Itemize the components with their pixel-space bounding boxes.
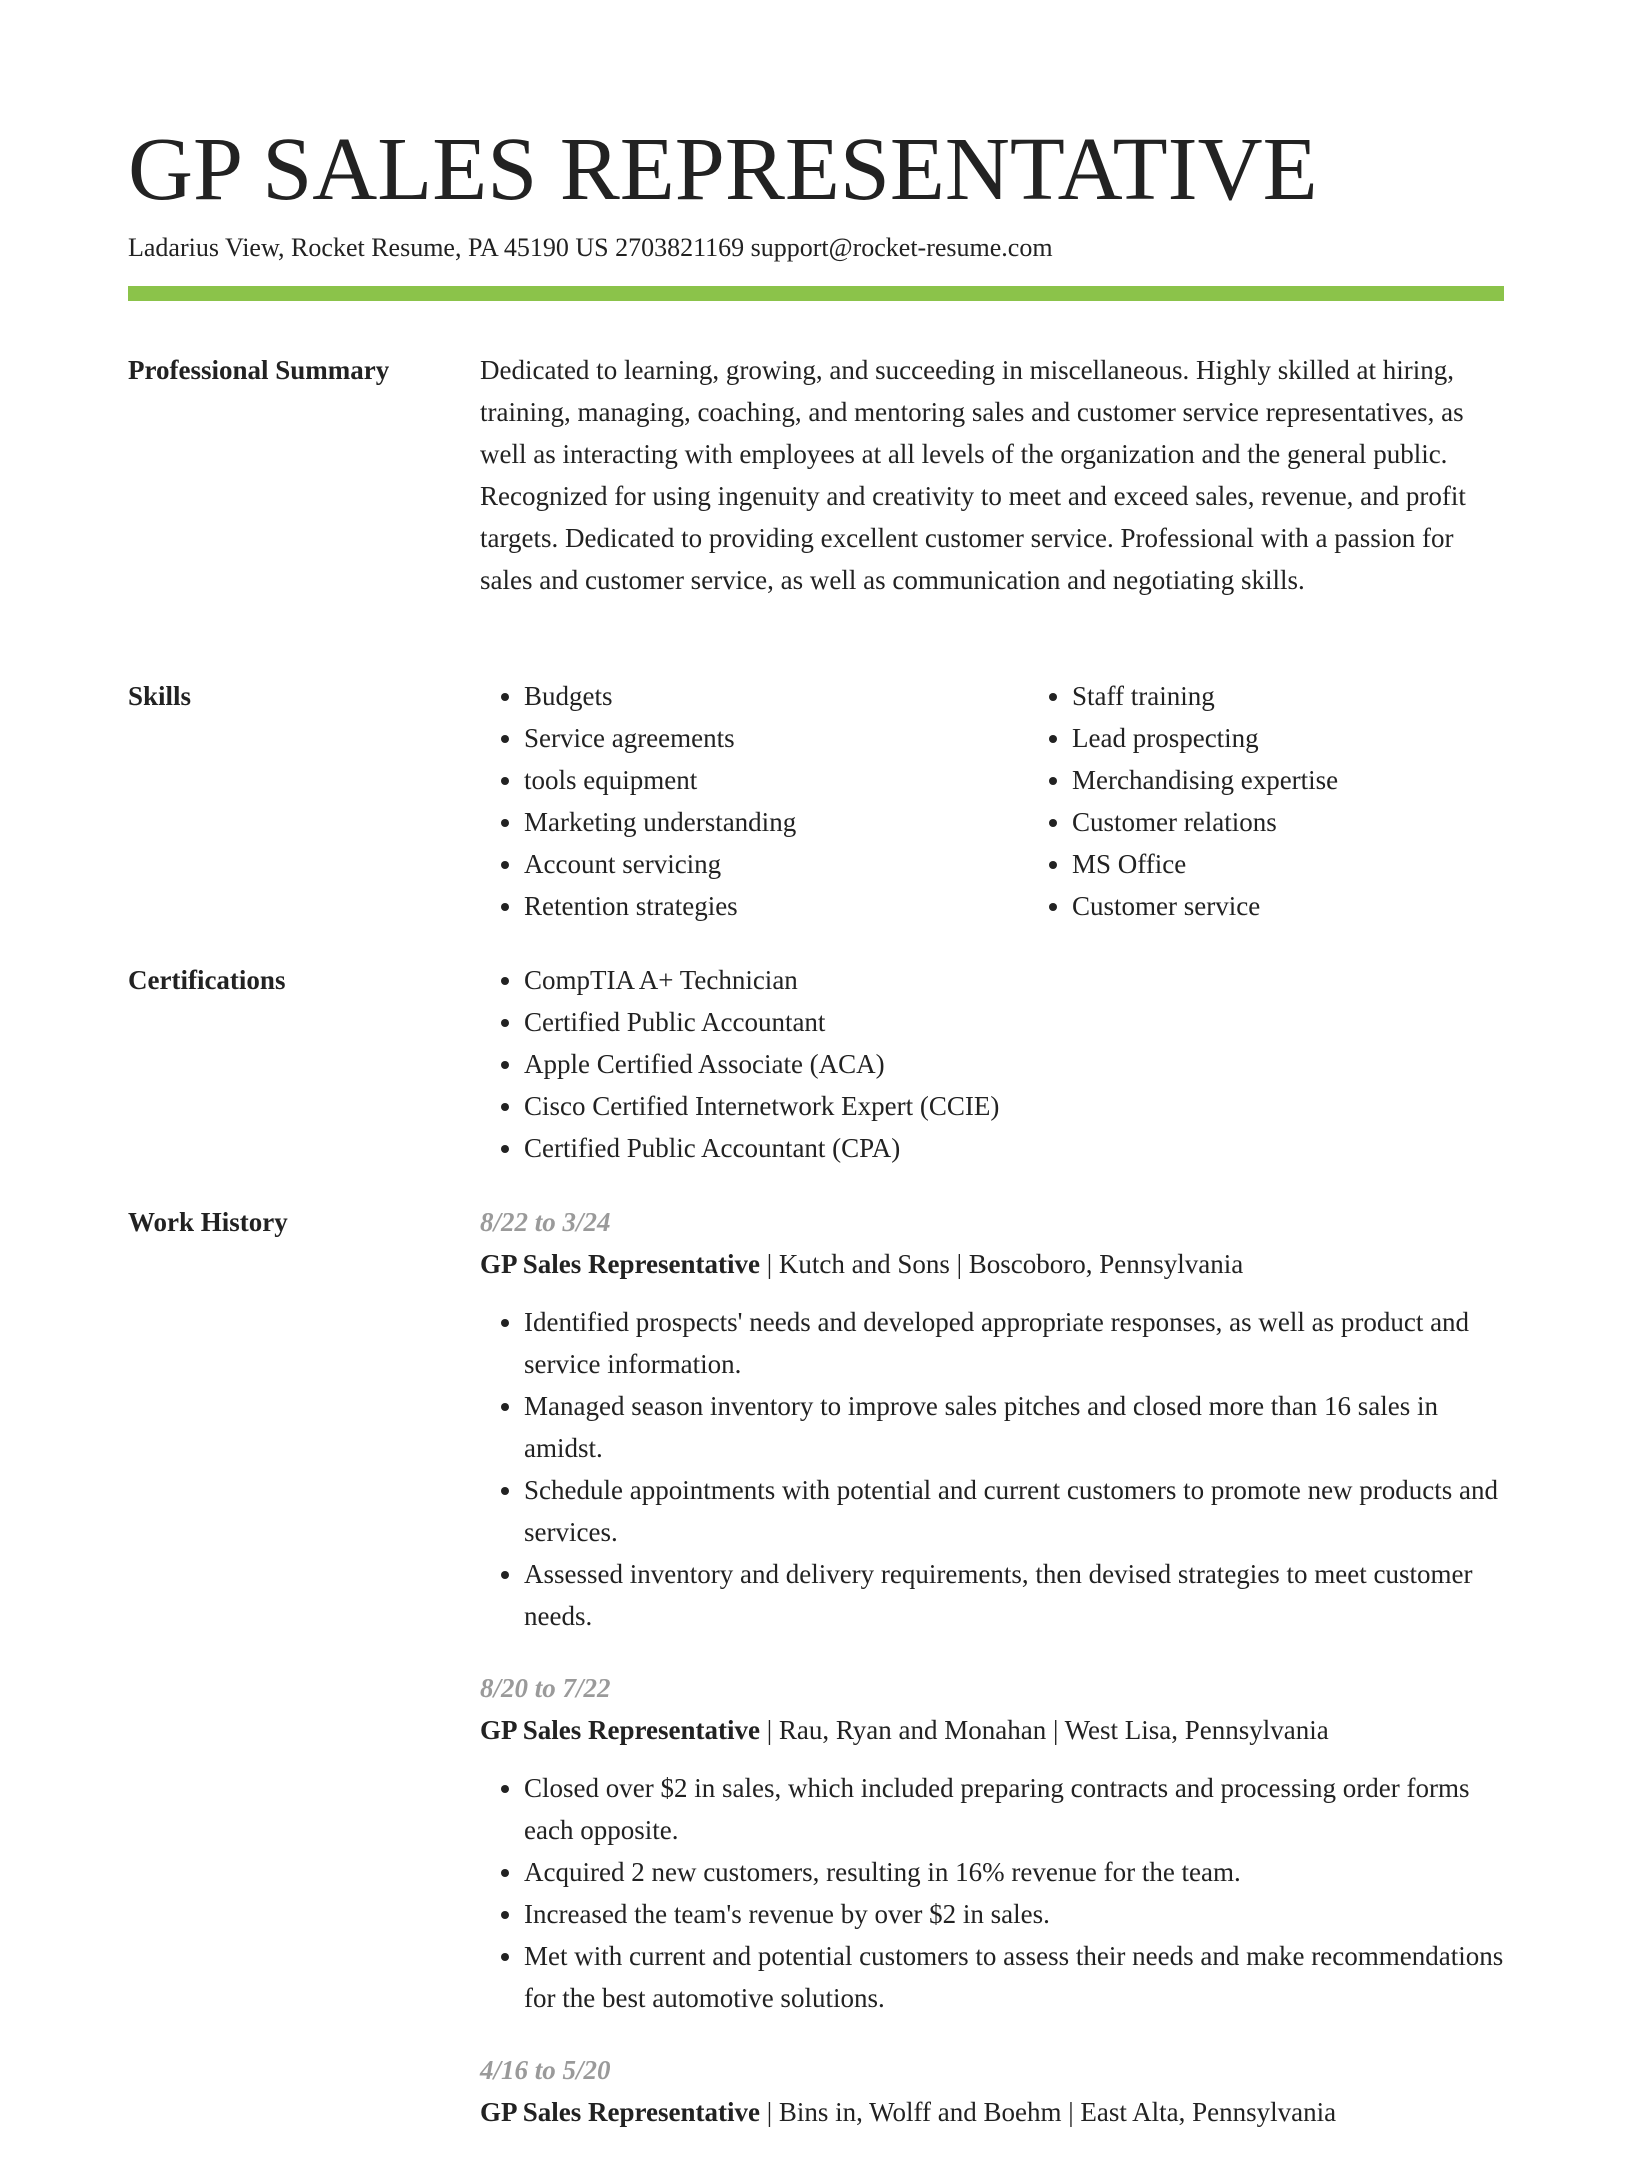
job-bullets [480,1301,1510,1637]
job-bullet: • Schedule appointments with potential and current customers to promote new products and services. [524,1469,1510,1553]
skill-item: • Customer relations [1072,801,1576,843]
certifications-body [480,959,1510,1169]
job-bullet: • Acquired 2 new customers, resulting in 16% revenue for the team. [524,1851,1510,1893]
certification-item: • Apple Certified Associate (ACA) [524,1043,1510,1085]
job-bullet: • Assessed inventory and delivery requirements, then devised strategies to meet customer needs. [524,1553,1510,1637]
job-role-line [480,1709,1510,1751]
job-bullet: • Closed over $2 in sales, which included preparing contracts and processing order forms each opposite. [524,1767,1510,1851]
skill-item: • Budgets [524,675,1028,717]
skill-item: • tools equipment [524,759,1028,801]
contact-line: Ladarius View, Rocket Resume, PA 45190 US 2703821169 support@rocket-resume.com [128,233,1053,262]
summary-text: Dedicated to learning, growing, and succeeding in miscellaneous. Highly skilled at hiring, training, managing, coaching, and mentoring sales and customer service representatives, as well as interacting with employees at all levels of the organization and the general public. Recognized for using ingenuity and creativity to meet and exceed sales, revenue, and profit targets. Dedicated to providing excellent customer service. Professional with a passion for sales and customer service, as well as communication and negotiating skills. [480,355,1466,595]
job-bullet: • Managed season inventory to improve sales pitches and closed more than 16 sales in amidst. [524,1385,1510,1469]
certification-item: • Cisco Certified Internetwork Expert (CCIE) [524,1085,1510,1127]
job-title: GP Sales Representative [480,1249,760,1279]
job-title: GP Sales Representative [480,1715,760,1745]
job-bullet: • Met with current and potential customers to assess their needs and make recommendations for the best automotive solutions. [524,1935,1510,2019]
job-entry [480,2049,1510,2133]
skill-item: • Service agreements [524,717,1028,759]
skill-item: • Customer service [1072,885,1576,927]
skills-heading: Skills [128,681,192,711]
job-bullet: • Identified prospects' needs and developed appropriate responses, as well as product and service information. [524,1301,1510,1385]
job-title: GP Sales Representative [480,2097,760,2127]
skill-item: • Retention strategies [524,885,1028,927]
summary-heading: Professional Summary [128,355,390,385]
skill-item: • Account servicing [524,843,1028,885]
job-bullet: • Increased the team's revenue by over $2 in sales. [524,1893,1510,1935]
skill-item: • Lead prospecting [1072,717,1576,759]
skill-item: • Merchandising expertise [1072,759,1576,801]
job-dates: 8/22 to 3/24 [480,1207,611,1237]
work-history-body [480,1201,1510,2163]
job-bullets [480,1767,1510,2019]
certification-item: • CompTIA A+ Technician [524,959,1510,1001]
job-entry [480,1667,1510,2019]
job-dates: 4/16 to 5/20 [480,2055,611,2085]
skills-body [480,675,1510,927]
certification-item: • Certified Public Accountant [524,1001,1510,1043]
skills-list-left [480,675,1028,927]
job-employer-location: | Bins in, Wolff and Boehm | East Alta, Pennsylvania [759,2097,1337,2127]
job-dates: 8/20 to 7/22 [480,1673,611,1703]
job-role-line [480,2091,1510,2133]
work-history-heading: Work History [128,1207,288,1237]
skill-item: • Staff training [1072,675,1576,717]
summary-body [480,349,1510,601]
candidate-name: GP SALES REPRESENTATIVE [128,120,1318,219]
certifications-heading: Certifications [128,965,286,995]
skills-list-right [1028,675,1576,927]
job-employer-location: | Kutch and Sons | Boscoboro, Pennsylvania [759,1249,1244,1279]
accent-divider [128,286,1504,301]
certification-item: • Certified Public Accountant (CPA) [524,1127,1510,1169]
job-entry [480,1201,1510,1637]
job-employer-location: | Rau, Ryan and Monahan | West Lisa, Pennsylvania [759,1715,1329,1745]
certifications-list [480,959,1510,1169]
skill-item: • MS Office [1072,843,1576,885]
skill-item: • Marketing understanding [524,801,1028,843]
job-role-line [480,1243,1510,1285]
